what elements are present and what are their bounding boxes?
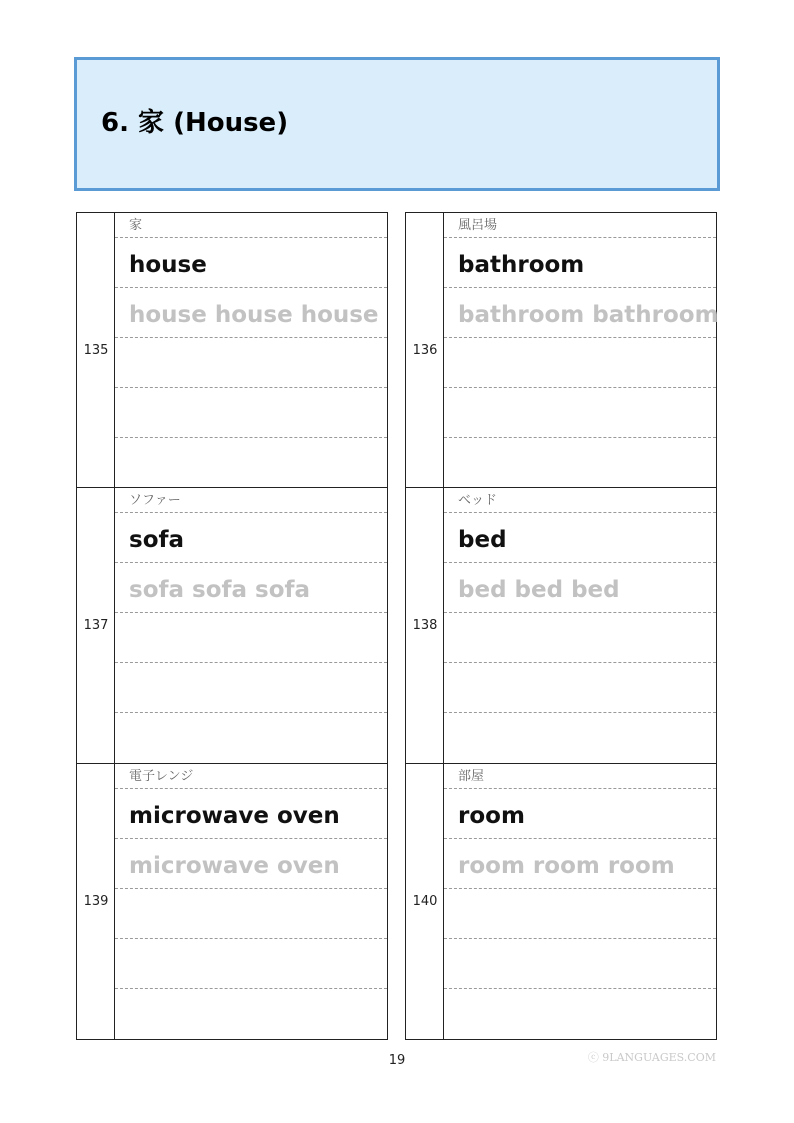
tracing-text: bathroom bathroom xyxy=(458,302,719,328)
practice-line[interactable] xyxy=(115,713,387,763)
japanese-row xyxy=(115,764,387,789)
practice-line[interactable] xyxy=(115,939,387,989)
english-word-row xyxy=(444,513,716,563)
practice-line[interactable] xyxy=(115,989,387,1039)
practice-line[interactable] xyxy=(444,613,716,663)
japanese-term: 家 xyxy=(129,218,143,233)
practice-line[interactable] xyxy=(444,663,716,713)
entry-content xyxy=(115,488,387,763)
practice-line[interactable] xyxy=(115,889,387,939)
practice-line[interactable] xyxy=(444,438,716,488)
english-word: microwave oven xyxy=(129,803,340,829)
japanese-term: ベッド xyxy=(458,493,498,508)
entry-content xyxy=(444,488,716,763)
practice-line[interactable] xyxy=(115,338,387,388)
tracing-text: room room room xyxy=(458,853,675,879)
practice-line[interactable] xyxy=(444,713,716,763)
entry-content xyxy=(115,764,387,1039)
tracing-row xyxy=(444,839,716,889)
practice-line[interactable] xyxy=(444,989,716,1039)
japanese-row xyxy=(444,213,716,238)
japanese-row xyxy=(115,213,387,238)
word-cell xyxy=(405,212,717,488)
practice-line[interactable] xyxy=(115,438,387,488)
japanese-row xyxy=(444,488,716,513)
japanese-term: 風呂場 xyxy=(458,218,498,233)
japanese-term: ソファー xyxy=(129,493,181,508)
entry-number: 137 xyxy=(83,618,109,633)
entry-number: 140 xyxy=(412,894,438,909)
entry-number-column xyxy=(405,764,444,1039)
tracing-row xyxy=(444,563,716,613)
entry-number-column xyxy=(405,213,444,487)
japanese-row xyxy=(115,488,387,513)
tracing-row xyxy=(444,288,719,338)
word-cell xyxy=(405,764,717,1040)
tracing-text: house house house xyxy=(129,302,379,328)
english-word-row xyxy=(115,238,387,288)
entry-number: 136 xyxy=(412,342,438,358)
entry-number-column xyxy=(76,488,115,763)
word-cell xyxy=(76,764,388,1040)
english-word-row xyxy=(444,238,716,288)
practice-line[interactable] xyxy=(444,939,716,989)
english-word: house xyxy=(129,252,207,278)
japanese-term: 電子レンジ xyxy=(129,769,194,784)
english-word: room xyxy=(458,803,525,829)
page-number: 19 xyxy=(388,1053,406,1068)
entry-number: 139 xyxy=(83,894,109,909)
practice-line[interactable] xyxy=(115,388,387,438)
english-word-row xyxy=(115,789,387,839)
tracing-row xyxy=(115,839,387,889)
word-cell xyxy=(76,212,388,488)
copyright-text: ⓒ 9LANGUAGES.COM xyxy=(587,1051,716,1064)
english-word: bathroom xyxy=(458,252,585,278)
japanese-term: 部屋 xyxy=(458,769,485,784)
tracing-text: microwave oven xyxy=(129,853,340,879)
entry-number: 135 xyxy=(83,342,109,358)
practice-line[interactable] xyxy=(115,613,387,663)
english-word: sofa xyxy=(129,527,185,553)
entry-content xyxy=(444,213,719,487)
section-title: 6. 家 (House) xyxy=(101,108,289,138)
entry-content xyxy=(115,213,387,487)
section-header xyxy=(74,57,720,191)
tracing-text: sofa sofa sofa xyxy=(129,577,311,603)
entry-number-column xyxy=(76,213,115,487)
word-cell xyxy=(76,488,388,764)
entry-content xyxy=(444,764,716,1039)
japanese-row xyxy=(444,764,716,789)
tracing-row xyxy=(115,288,387,338)
entry-number-column xyxy=(405,488,444,763)
english-word: bed xyxy=(458,527,507,553)
tracing-row xyxy=(115,563,387,613)
tracing-text: bed bed bed xyxy=(458,577,620,603)
practice-line[interactable] xyxy=(115,663,387,713)
practice-line[interactable] xyxy=(444,338,716,388)
english-word-row xyxy=(444,789,716,839)
practice-line[interactable] xyxy=(444,889,716,939)
word-cell xyxy=(405,488,717,764)
practice-line[interactable] xyxy=(444,388,716,438)
entry-number: 138 xyxy=(412,618,438,633)
entry-number-column xyxy=(76,764,115,1039)
english-word-row xyxy=(115,513,387,563)
